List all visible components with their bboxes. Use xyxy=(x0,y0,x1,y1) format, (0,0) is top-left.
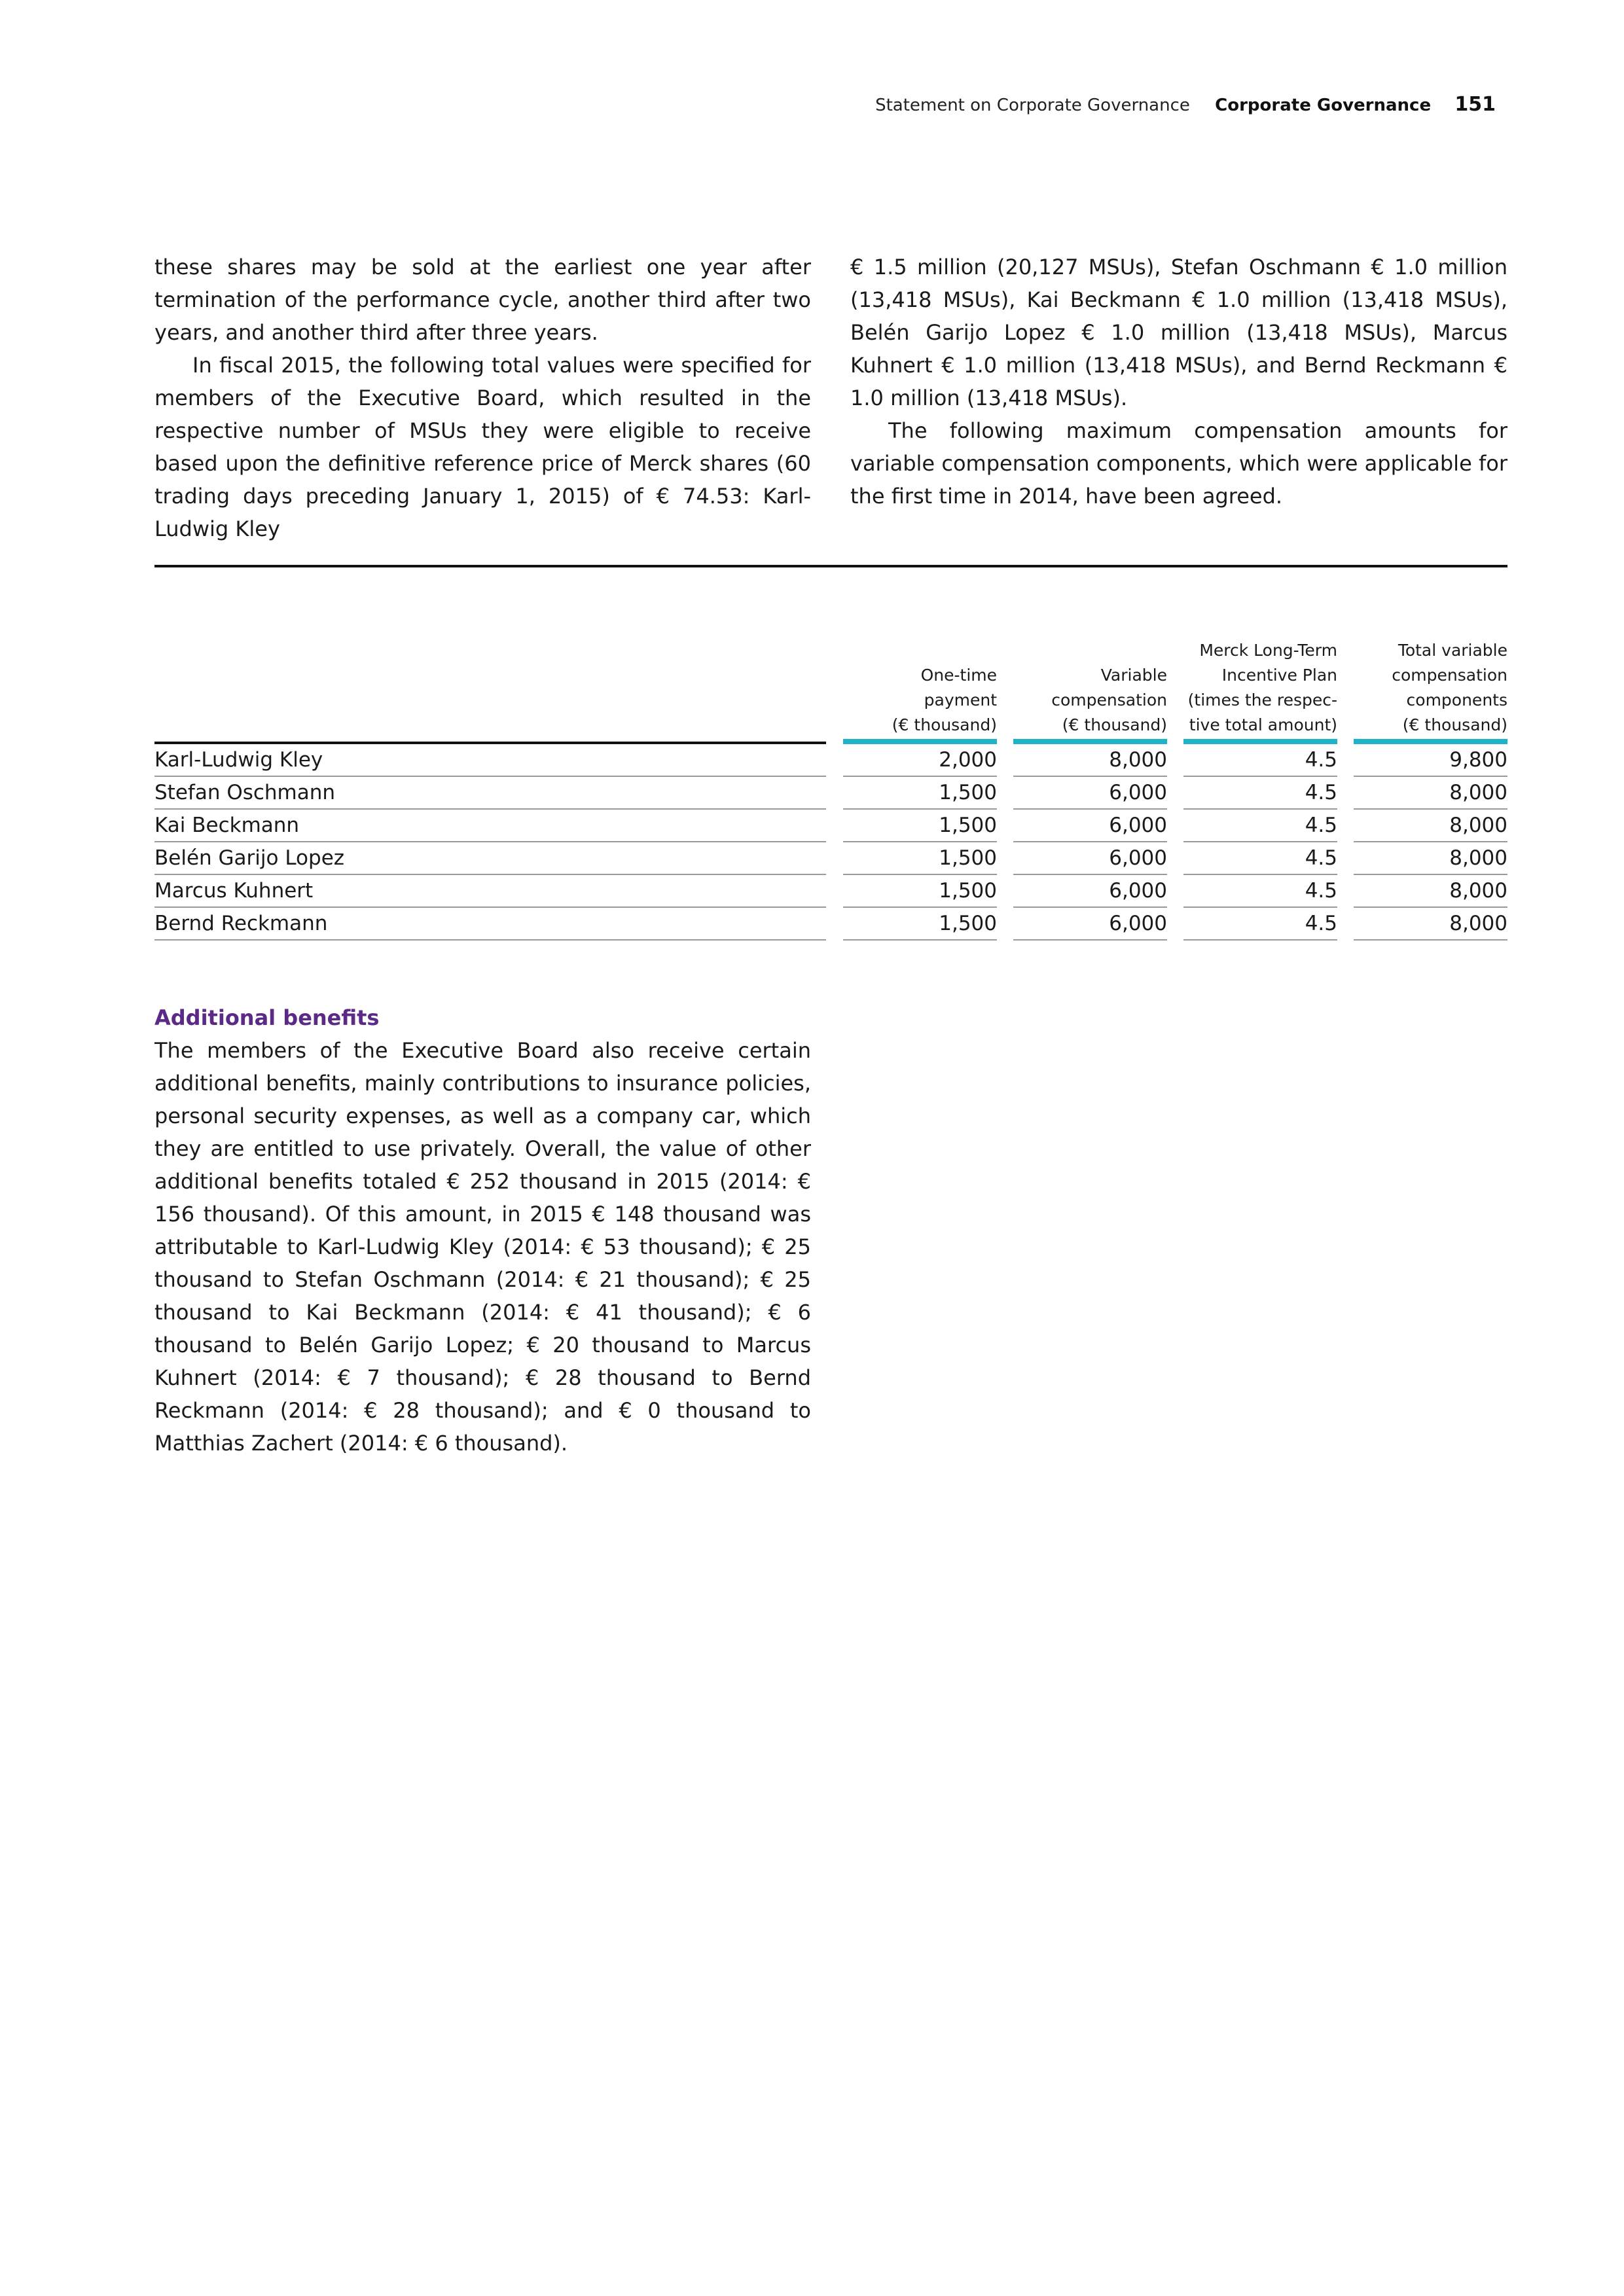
ltip-cell: 4.5 xyxy=(1183,842,1337,875)
paragraph: In fiscal 2015, the following total values were specified for members of the Executive Board, which resulted in the respective number of MSUs they were eligible to receive based upon the definitive reference price of Merck shares (60 trading days preceding January 1, 2015) of € 74.53: Karl-Ludwig Kley xyxy=(154,353,811,541)
paragraph: € 1.5 million (20,127 MSUs), Stefan Oschmann € 1.0 million (13,418 MSUs), Kai Beckmann € 1.0 million (13,418 MSUs), Belén Garijo Lopez € 1.0 million (13,418 MSUs), Marcus Kuhnert € 1.0 million (13,418 MSUs), and Bernd Reckmann € 1.0 million (13,418 MSUs). xyxy=(850,255,1507,410)
board-member-name: Kai Beckmann xyxy=(154,810,826,842)
paragraph: The members of the Executive Board also receive certain additional benefits, mainly contributions to insurance policies, personal security expenses, as well as a company car, which they are entitled to use privately. Overall, the value of other additional benefits totaled € 252 thousand in 2015 (2014: € 156 thousand). Of this amount, in 2015 € 148 thousand was attributable to Karl-Ludwig Kley (2014: € 53 thousand); € 25 thousand to Stefan Oschmann (2014: € 21 thousand); € 25 thousand to Kai Beckmann (2014: € 41 thousand); € 6 thousand to Belén Garijo Lopez; € 20 thousand to Marcus Kuhnert (2014: € 7 thousand); € 28 thousand to Bernd Reckmann (2014: € 28 thousand); and € 0 thousand to Matthias Zachert (2014: € 6 thousand). xyxy=(154,1038,811,1456)
board-member-name: Marcus Kuhnert xyxy=(154,875,826,908)
board-member-name: Belén Garijo Lopez xyxy=(154,842,826,875)
variable-compensation-cell: 6,000 xyxy=(1013,875,1167,908)
compensation-table xyxy=(154,638,1507,941)
header-section: Statement on Corporate Governance xyxy=(875,96,1190,115)
table-row xyxy=(154,744,1507,777)
one-time-payment-cell: 1,500 xyxy=(843,777,997,810)
right-text-column xyxy=(850,251,1507,512)
variable-compensation-cell: 6,000 xyxy=(1013,777,1167,810)
page-number: 151 xyxy=(1454,93,1496,116)
variable-compensation-cell: 6,000 xyxy=(1013,810,1167,842)
ltip-cell: 4.5 xyxy=(1183,810,1337,842)
header-chapter: Corporate Governance xyxy=(1215,96,1432,115)
section-heading: Additional benefits xyxy=(154,1005,380,1030)
additional-benefits-section xyxy=(154,1001,811,1460)
ltip-cell: 4.5 xyxy=(1183,744,1337,777)
total-variable-header: Total variable compensation components (€ thousand) xyxy=(1354,638,1507,744)
one-time-payment-cell: 1,500 xyxy=(843,908,997,941)
table-row xyxy=(154,908,1507,941)
table-row xyxy=(154,875,1507,908)
left-text-column xyxy=(154,251,811,545)
variable-compensation-header: Variable compensation (€ thousand) xyxy=(1013,638,1167,744)
ltip-cell: 4.5 xyxy=(1183,777,1337,810)
board-member-name: Bernd Reckmann xyxy=(154,908,826,941)
ltip-cell: 4.5 xyxy=(1183,875,1337,908)
variable-compensation-cell: 8,000 xyxy=(1013,744,1167,777)
total-variable-cell: 8,000 xyxy=(1354,908,1507,941)
total-variable-cell: 8,000 xyxy=(1354,875,1507,908)
total-variable-cell: 8,000 xyxy=(1354,842,1507,875)
board-member-name: Karl-Ludwig Kley xyxy=(154,744,826,777)
name-column-header xyxy=(154,638,826,744)
paragraph: these shares may be sold at the earliest one year after termination of the performance cycle, another third after two years, and another third after three years. xyxy=(154,255,811,345)
table-row xyxy=(154,842,1507,875)
one-time-payment-header: One-time payment (€ thousand) xyxy=(843,638,997,744)
table-header-row xyxy=(154,638,1507,744)
total-variable-cell: 9,800 xyxy=(1354,744,1507,777)
running-header xyxy=(875,92,1496,118)
one-time-payment-cell: 1,500 xyxy=(843,875,997,908)
table-row xyxy=(154,810,1507,842)
one-time-payment-cell: 1,500 xyxy=(843,810,997,842)
variable-compensation-cell: 6,000 xyxy=(1013,842,1167,875)
board-member-name: Stefan Oschmann xyxy=(154,777,826,810)
ltip-cell: 4.5 xyxy=(1183,908,1337,941)
total-variable-cell: 8,000 xyxy=(1354,777,1507,810)
ltip-header: Merck Long-Term Incentive Plan (times the respec- tive total amount) xyxy=(1183,638,1337,744)
total-variable-cell: 8,000 xyxy=(1354,810,1507,842)
one-time-payment-cell: 2,000 xyxy=(843,744,997,777)
table-top-rule xyxy=(154,565,1507,567)
paragraph: The following maximum compensation amounts for variable compensation components, which were applicable for the first time in 2014, have been agreed. xyxy=(850,418,1507,509)
variable-compensation-cell: 6,000 xyxy=(1013,908,1167,941)
table-row xyxy=(154,777,1507,810)
one-time-payment-cell: 1,500 xyxy=(843,842,997,875)
